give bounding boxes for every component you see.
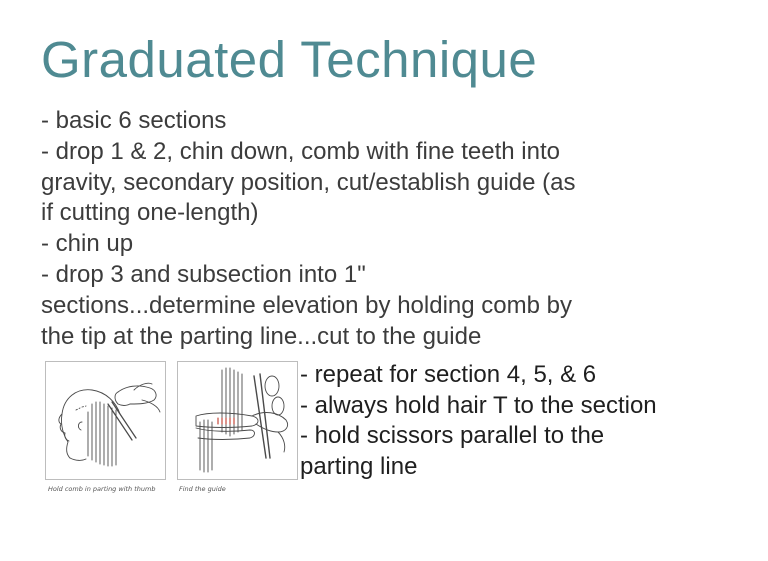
body-line: - basic 6 sections [41,107,227,134]
head-comb-illustration-icon [46,362,165,479]
body-line: sections...determine elevation by holding comb by [41,291,572,319]
hand-scissors-illustration-icon [178,362,297,479]
figure-find-guide [177,361,298,480]
body-line: the tip at the parting line...cut to the guide [41,322,482,350]
figure-hold-comb [45,361,166,480]
body-line: - chin up [41,230,134,258]
side-line: - hold scissors parallel to the [300,422,605,449]
slide-title: Graduated Technique [41,31,538,88]
body-line: - drop 3 and subsection into 1" [41,260,366,288]
side-line: - repeat for section 4, 5, & 6 [300,361,597,388]
body-line: gravity, secondary position, cut/establish guide (as [41,168,576,196]
side-text [300,360,740,482]
body-text [41,106,741,352]
side-line: parting line [300,452,418,480]
side-line: - always hold hair T to the section [300,391,657,419]
figure-caption: Find the guide [179,485,226,493]
body-line: - drop 1 & 2, chin down, comb with fine teeth into [41,137,560,165]
figure-caption: Hold comb in parting with thumb [48,485,156,493]
body-line: if cutting one-length) [41,199,259,227]
